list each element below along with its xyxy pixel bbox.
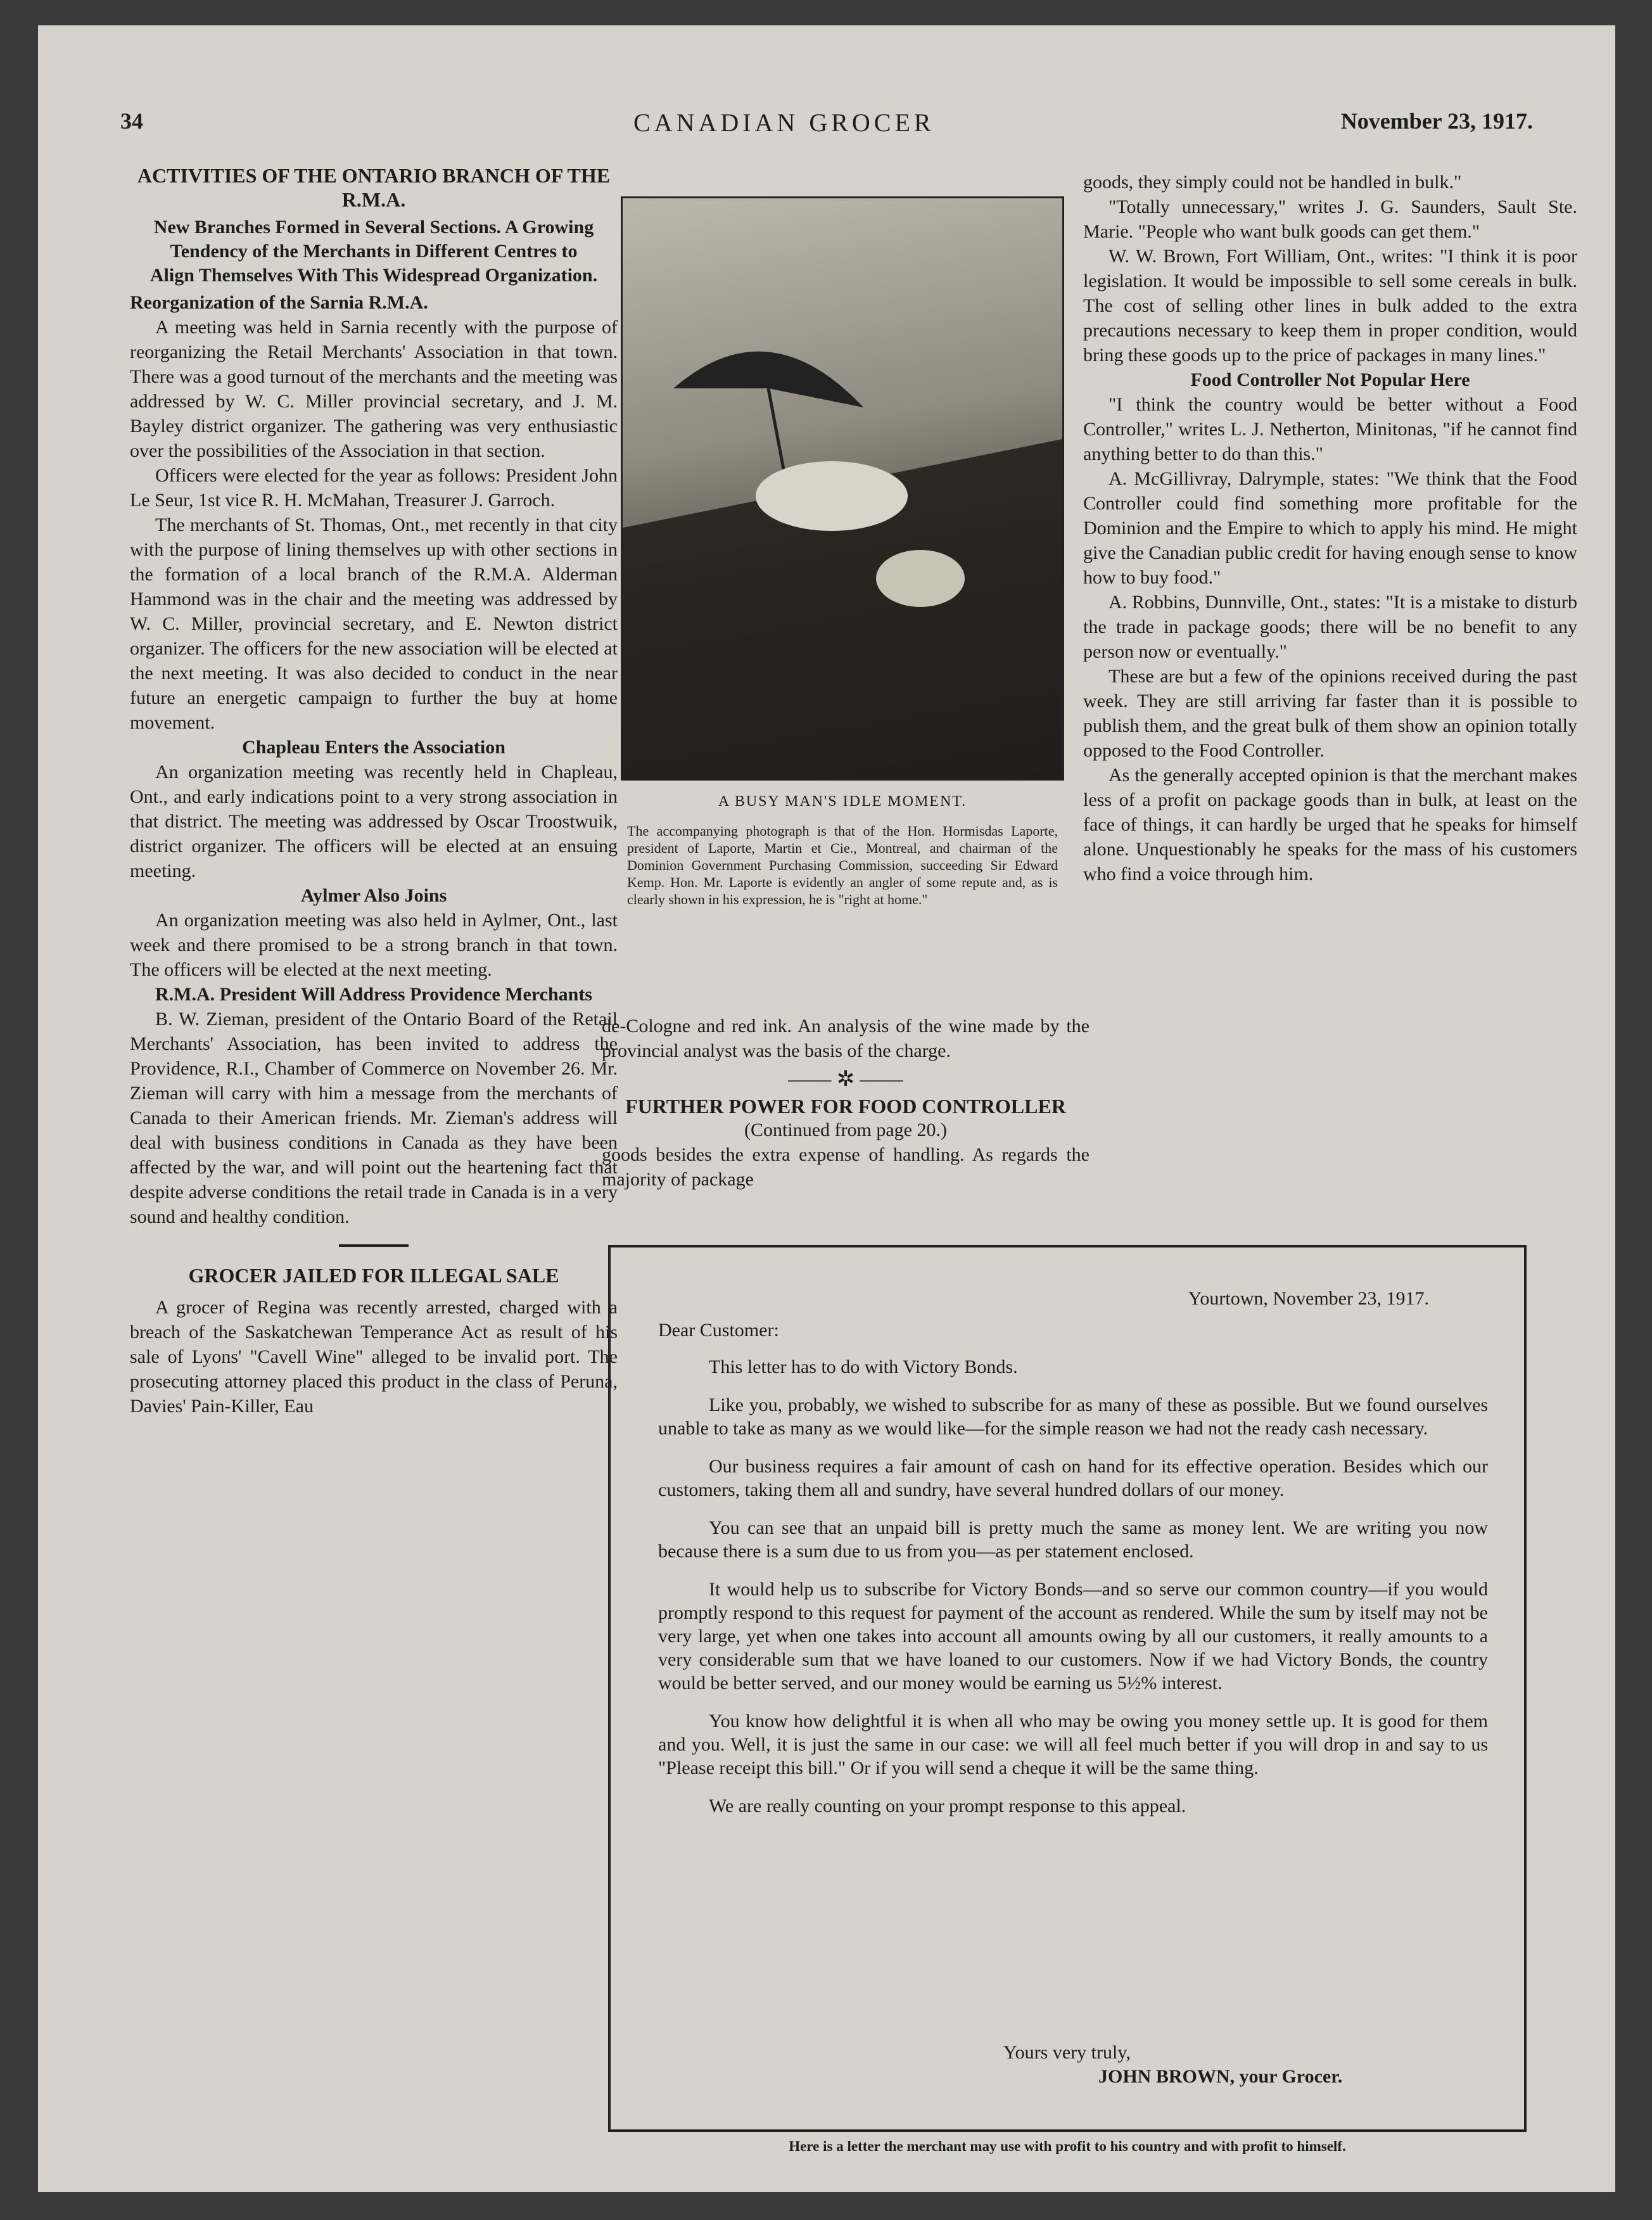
saunders-paragraph: "Totally unnecessary," writes J. G. Saunders, Sault Ste. Marie. "People who want bulk goods can get them." — [1083, 196, 1577, 242]
food-controller-paragraph: goods besides the extra expense of handling. As regards the majority of package — [602, 1144, 1090, 1190]
issue-date: November 23, 1917. — [1340, 108, 1533, 134]
umbrella-shape — [673, 352, 863, 407]
grocer-jailed-headline: GROCER JAILED FOR ILLEGAL SALE — [188, 1264, 559, 1287]
sarnia-officers-paragraph: Officers were elected for the year as follows: President John Le Seur, 1st vice R. H. McMahan, Treasurer J. Garroch. — [130, 465, 618, 511]
photo-caption-title: A BUSY MAN'S IDLE MOMENT. — [718, 793, 967, 810]
sarnia-heading: Reorganization of the Sarnia R.M.A. — [130, 292, 428, 313]
letter-paragraph: This letter has to do with Victory Bonds. — [709, 1356, 1018, 1377]
grocer-jailed-continuation: de-Cologne and red ink. An analysis of the wine made by the provincial analyst was the basis of the charge. — [602, 1016, 1090, 1061]
letter-paragraph: Like you, probably, we wished to subscribe for as many of these as possible. But we found ourselves unable to take as many as we would like—for the simple reason we had not the ready cash necessary. — [658, 1394, 1488, 1439]
magazine-page — [38, 25, 1615, 2192]
chapleau-paragraph: An organization meeting was recently held in Chapleau, Ont., and early indications point to a very strong association in that district. The meeting was addressed by Oscar Troostwuik, district organizer. The officers will be elected at an ensuing meeting. — [130, 762, 618, 881]
food-controller-headline: FURTHER POWER FOR FOOD CONTROLLER — [625, 1095, 1066, 1118]
mcgillivray-paragraph: A. McGillivray, Dalrymple, states: "We think that the Food Controller could find something more profitable for the Dominion and the Empire to which to apply his mind. He might give the Canadian public credit for having enough sense to know how to buy food." — [1083, 468, 1577, 588]
aylmer-paragraph: An organization meeting was also held in Aylmer, Ont., last week and there promised to be a strong branch in that town. The officers will be elected at the next meeting. — [130, 910, 618, 980]
section-divider — [339, 1244, 409, 1247]
letter-paragraph: You know how delightful it is when all who may be owing you money settle up. It is good for them and you. Well, it is just the same in our case: we will all feel much better if you will drop in and say to us "Please receipt this bill." Or if you will send a cheque it will be the same thing. — [658, 1711, 1488, 1778]
aylmer-heading: Aylmer Also Joins — [300, 885, 447, 906]
grocer-jailed-paragraph: A grocer of Regina was recently arrested, charged with a breach of the Saskatchewan Temperance Act as result of his sale of Lyons' "Cavell Wine" alleged to be invalid port. The prosecuting attorney placed this product in the class of Peruna, Davies' Pain-Killer, Eau — [130, 1297, 618, 1417]
robbins-paragraph: A. Robbins, Dunnville, Ont., states: "It is a mistake to disturb the trade in package goods; there will be no benefit to any person now or eventually." — [1083, 592, 1577, 662]
letter-body — [658, 1355, 1488, 1832]
column-left — [130, 163, 618, 1419]
boat-seat-shape — [876, 550, 965, 607]
letter-closing: Yours very truly, — [1003, 2042, 1131, 2063]
conclusion-paragraph: As the generally accepted opinion is that the merchant makes less of a profit on package goods than in bulk, at least on the face of things, it can hardly be urged that he speaks for himself alone. Unquestionably he speaks for the mass of his customers who find a voice through him. — [1083, 765, 1577, 884]
sarnia-paragraph: A meeting was held in Sarnia recently with the purpose of reorganizing the Retail Merchants' Association in that town. There was a good turnout of the merchants and the meeting was addressed by W. C. Miller provincial secretary, and J. M. Bayley district organizer. The gathering was very enthusiastic over the possibilities of the Association in that section. — [130, 317, 618, 461]
reclining-figure-shape — [756, 461, 908, 531]
continued-note: (Continued from page 20.) — [744, 1120, 947, 1140]
sample-letter-box — [608, 1245, 1527, 2132]
column-right — [1083, 170, 1577, 886]
letter-date: Yourtown, November 23, 1917. — [1188, 1288, 1429, 1309]
letter-salutation: Dear Customer: — [658, 1320, 779, 1341]
column-middle — [602, 1014, 1090, 1192]
providence-paragraph: B. W. Zieman, president of the Ontario Board of the Retail Merchants' Association, has been invited to address the Providence, R.I., Chamber of Commerce on November 26. Mr. Zieman will carry with him a message from the merchants of Canada to their American friends. Mr. Zieman's address will deal with business conditions in Canada as they have been affected by the war, and will point out the heartening fact that despite adverse conditions the retail trade in Canada is in a very sound and healthy condition. — [130, 1009, 618, 1227]
providence-heading: R.M.A. President Will Address Providence Merchants — [155, 984, 592, 1005]
rma-subhead: New Branches Formed in Several Sections. A Growing Tendency of the Merchants in Different Centres to Align Themselves With This Widespread Organization. — [149, 217, 598, 286]
brown-paragraph: W. W. Brown, Fort William, Ont., writes: "I think it is poor legislation. It would be impossible to sell some cereals in bulk. The cost of selling other lines in bulk added to the extra precautions necessary to keep them in proper condition, would bring these goods up to the price of packages in many lines." — [1083, 246, 1577, 366]
st-thomas-paragraph: The merchants of St. Thomas, Ont., met recently in that city with the purpose of lining themselves up with other sections in the formation of a local branch of the R.M.A. Alderman Hammond was in the chair and the meeting was addressed by W. C. Miller, provincial secretary, and E. Newton district organizer. The officers for the new association will be elected at the next meeting. It was also decided to conduct in the near future an energetic campaign to further the buy at home movement. — [130, 514, 618, 733]
letter-paragraph: You can see that an unpaid bill is pretty much the same as money lent. We are writing you now because there is a sum due to us from you—as per statement enclosed. — [658, 1517, 1488, 1562]
opinions-paragraph: These are but a few of the opinions received during the past week. They are still arriving far faster than it is possible to publish them, and the great bulk of them show an opinion totally opposed to the Food Controller. — [1083, 666, 1577, 761]
laporte-photograph — [621, 196, 1064, 781]
letter-paragraph: Our business requires a fair amount of cash on hand for its effective operation. Besides which our customers, taking them all and sundry, have several hundred dollars of our money. — [658, 1456, 1488, 1500]
publication-title: CANADIAN GROCER — [633, 108, 935, 137]
ornament-divider: —— ✲ —— — [788, 1068, 903, 1091]
bulk-paragraph: goods, they simply could not be handled in bulk." — [1083, 172, 1462, 193]
photo-illustration — [623, 198, 1062, 779]
chapleau-heading: Chapleau Enters the Association — [242, 737, 505, 758]
photo-caption-text: The accompanying photograph is that of the Hon. Hormisdas Laporte, president of Laporte, Martin et Cie., Montreal, and chairman of the Dominion Government Purchasing Commission, succeeding Sir Edward Kemp. Hon. Mr. Laporte is evidently an angler of some repute and, as is clearly shown in his expression, he is "right at home." — [627, 823, 1058, 907]
rma-headline: ACTIVITIES OF THE ONTARIO BRANCH OF THE R.M.A. — [137, 164, 611, 211]
page-number: 34 — [120, 108, 143, 134]
letter-paragraph: It would help us to subscribe for Victory Bonds—and so serve our common country—if you would promptly respond to this request for payment of the account as rendered. While the sum by itself may not be very large, yet when one takes into account all amounts owing by all our customers, it really amounts to a very considerable sum that we have loaned to our customers. Now if we had Victory Bonds, the country would be better served, and our money would be earning us 5½% interest. — [658, 1579, 1488, 1694]
letter-signature: JOHN BROWN, your Grocer. — [1098, 2066, 1343, 2087]
letter-paragraph: We are really counting on your prompt response to this appeal. — [709, 1796, 1186, 1816]
food-controller-heading: Food Controller Not Popular Here — [1190, 369, 1470, 390]
netherton-paragraph: "I think the country would be better without a Food Controller," writes L. J. Netherton, Minitonas, "if he cannot find anything better to do than this." — [1083, 394, 1577, 464]
letter-footnote: Here is a letter the merchant may use with profit to his country and with profit to himself. — [789, 2138, 1346, 2154]
